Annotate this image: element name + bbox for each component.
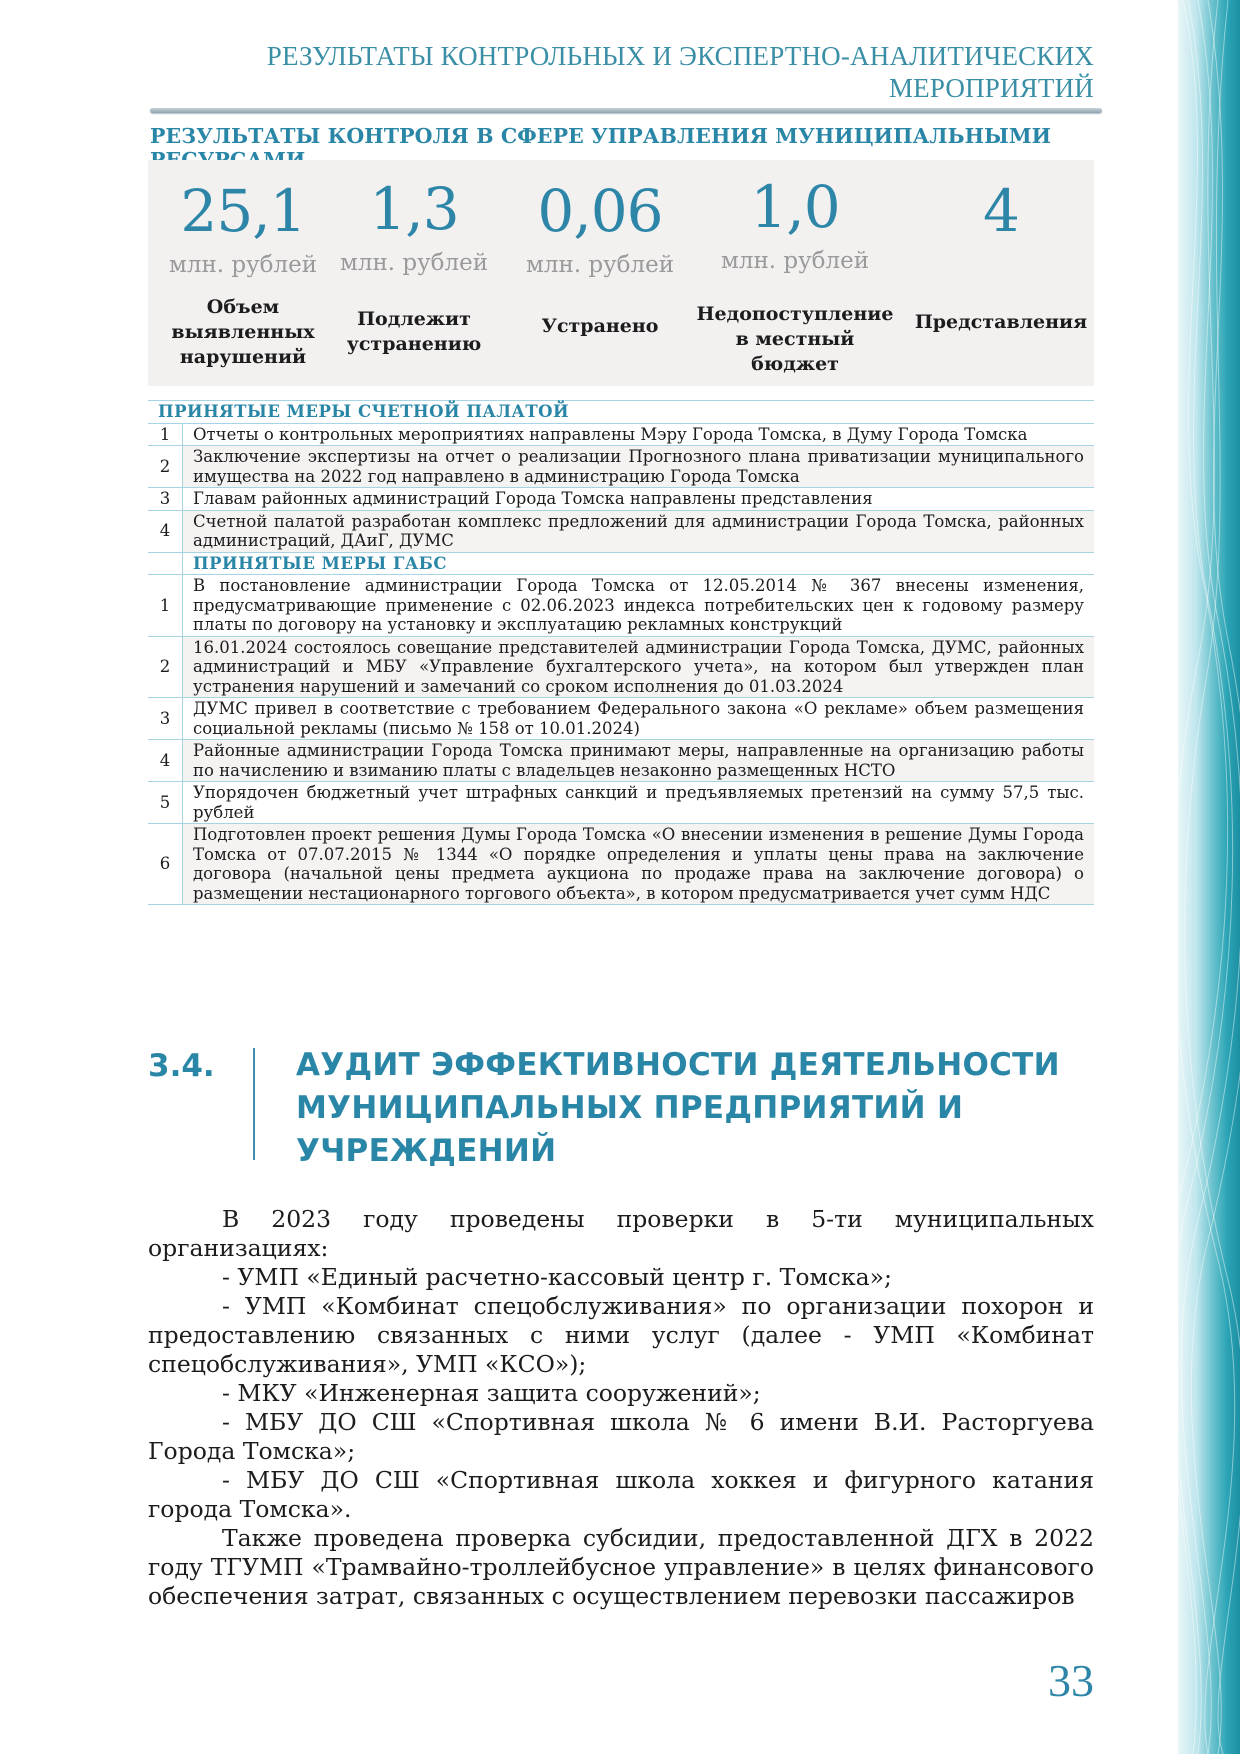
- row-number: 3: [148, 698, 183, 740]
- stat-value: 1,0: [750, 173, 840, 241]
- body-text: [148, 1205, 1094, 1611]
- stat-label: Подлежит устранению: [346, 308, 482, 355]
- section-heading-line-3: УЧРЕЖДЕНИЙ: [296, 1133, 557, 1169]
- row-text: Подготовлен проект решения Думы Города Томска «О внесении изменения в решение Думы Города Томска от 07.07.2015 № 1344 «О порядке определения и уплаты цены права на заключение договора (начальной цены предмета аукциона по продаже права на заключение договора) о размещении нестационарного торгового объекта», в котором предусматривается учет сумм НДС: [183, 824, 1095, 905]
- stat-violations: [148, 160, 338, 386]
- row-number: 6: [148, 824, 183, 905]
- table-row: [148, 423, 1094, 446]
- paragraph-intro: В 2023 году проведены проверки в 5-ти муниципальных организациях:: [148, 1205, 1094, 1262]
- list-item: - УМП «Единый расчетно-кассовый центр г. Томска»;: [222, 1263, 892, 1291]
- row-text: В постановление администрации Города Томска от 12.05.2014 № 367 внесены изменения, предусматривающие применение с 02.06.2023 индекса потребительских цен к годовому размеру платы по договору на установку и эксплуатацию рекламных конструкций: [183, 575, 1095, 637]
- row-number: 4: [148, 510, 183, 552]
- stat-to-eliminate: [324, 160, 504, 386]
- section-heading: [296, 1044, 1096, 1173]
- row-text: Районные администрации Города Томска принимают меры, направленные на организацию работы по начислению и взиманию платы с владельцев незаконно размещенных НСТО: [183, 740, 1095, 782]
- stat-label: Объем выявленных нарушений: [171, 296, 315, 368]
- row-number: 2: [148, 446, 183, 488]
- stat-unit: млн. рублей: [168, 252, 318, 278]
- row-text: Счетной палатой разработан комплекс предложений для администрации Города Томска, районных администраций, ДАиГ, ДУМС: [183, 510, 1095, 552]
- table-row: [148, 510, 1094, 552]
- stat-unit: млн. рублей: [720, 248, 870, 274]
- header-divider: [150, 108, 1102, 113]
- group-header-gabs: ПРИНЯТЫЕ МЕРЫ ГАБС: [183, 552, 1095, 575]
- wave-lines-decoration: [1178, 0, 1240, 1754]
- table-row: [148, 636, 1094, 698]
- group-header-row: [148, 552, 1094, 575]
- section-heading-line-2: МУНИЦИПАЛЬНЫХ ПРЕДПРИЯТИЙ И: [296, 1090, 964, 1126]
- stat-eliminated: [510, 160, 690, 386]
- table-row: [148, 698, 1094, 740]
- stat-unit: млн. рублей: [525, 252, 675, 278]
- table-row: [148, 824, 1094, 905]
- decorative-side-stripe: [1178, 0, 1240, 1754]
- table-row: [148, 740, 1094, 782]
- stat-value: 1,3: [369, 175, 459, 243]
- stat-value: 25,1: [180, 177, 306, 245]
- row-number: 4: [148, 740, 183, 782]
- row-number: 1: [148, 575, 183, 637]
- stat-label: Недопоступление в местный бюджет: [696, 303, 894, 375]
- stat-label: Устранено: [541, 315, 659, 337]
- table-row: [148, 488, 1094, 511]
- group-header-chamber: ПРИНЯТЫЕ МЕРЫ СЧЕТНОЙ ПАЛАТОЙ: [148, 401, 1094, 424]
- measures-table-body: [148, 401, 1094, 905]
- row-number-empty: [148, 552, 183, 575]
- section-heading-line-1: АУДИТ ЭФФЕКТИВНОСТИ ДЕЯТЕЛЬНОСТИ: [296, 1047, 1060, 1083]
- section-divider: [253, 1048, 255, 1160]
- stat-budget-shortfall: [690, 160, 900, 386]
- list-item: - УМП «Комбинат спецобслуживания» по организации похорон и предоставлению связанных с ними услуг (далее - УМП «Комбинат спецобслуживания», УМП «КСО»);: [148, 1292, 1094, 1378]
- table-row: [148, 575, 1094, 637]
- list-item: - МБУ ДО СШ «Спортивная школа хоккея и фигурного катания города Томска».: [148, 1466, 1094, 1523]
- header-line-1: РЕЗУЛЬТАТЫ КОНТРОЛЬНЫХ И ЭКСПЕРТНО-АНАЛИТИЧЕСКИХ: [266, 41, 1094, 71]
- row-text: Главам районных администраций Города Томска направлены представления: [183, 488, 1095, 511]
- row-text: Заключение экспертизы на отчет о реализации Прогнозного плана приватизации муниципального имущества на 2022 год направлено в администрацию Города Томска: [183, 446, 1095, 488]
- stats-panel: [148, 160, 1094, 386]
- row-text: 16.01.2024 состоялось совещание представителей администрации Города Томска, ДУМС, районных администраций и МБУ «Управление бухгалтерского учета», на котором был утвержден план устранения нарушений и замечаний со сроком исполнения до 01.03.2024: [183, 636, 1095, 698]
- stat-label: Представления: [914, 311, 1088, 333]
- row-text: Отчеты о контрольных мероприятиях направлены Мэру Города Томска, в Думу Города Томска: [183, 423, 1095, 446]
- running-header: [150, 40, 1094, 104]
- measures-table: [148, 400, 1094, 905]
- row-text: ДУМС привел в соответствие с требованием Федерального закона «О рекламе» объем размещения социальной рекламы (письмо № 158 от 10.01.2024): [183, 698, 1095, 740]
- group-header-row: [148, 401, 1094, 424]
- list-item: - МКУ «Инженерная защита сооружений»;: [222, 1379, 761, 1407]
- control-results-title: РЕЗУЛЬТАТЫ КОНТРОЛЯ В СФЕРЕ УПРАВЛЕНИЯ МУНИЦИПАЛЬНЫМИ: [150, 124, 1052, 148]
- table-row: [148, 446, 1094, 488]
- paragraph-subsidy: Также проведена проверка субсидии, предоставленной ДГХ в 2022 году ТГУМП «Трамвайно-троллейбусное управление» в целях финансового обеспечения затрат, связанных с осуществлением перевозки пассажиров: [148, 1524, 1094, 1610]
- list-item: - МБУ ДО СШ «Спортивная школа № 6 имени В.И. Расторгуева Города Томска»;: [148, 1408, 1094, 1465]
- stat-value: 4: [983, 177, 1019, 245]
- table-row: [148, 782, 1094, 824]
- row-text: Упорядочен бюджетный учет штрафных санкций и предъявляемых претензий на сумму 57,5 тыс. рублей: [183, 782, 1095, 824]
- page-number: 33: [1048, 1655, 1094, 1706]
- section-number: 3.4.: [148, 1048, 215, 1084]
- row-number: 1: [148, 423, 183, 446]
- stat-unit: млн. рублей: [339, 250, 489, 276]
- stat-representations: [908, 160, 1094, 386]
- stat-value: 0,06: [537, 177, 663, 245]
- row-number: 3: [148, 488, 183, 511]
- row-number: 5: [148, 782, 183, 824]
- header-line-2: МЕРОПРИЯТИЙ: [888, 73, 1094, 103]
- row-number: 2: [148, 636, 183, 698]
